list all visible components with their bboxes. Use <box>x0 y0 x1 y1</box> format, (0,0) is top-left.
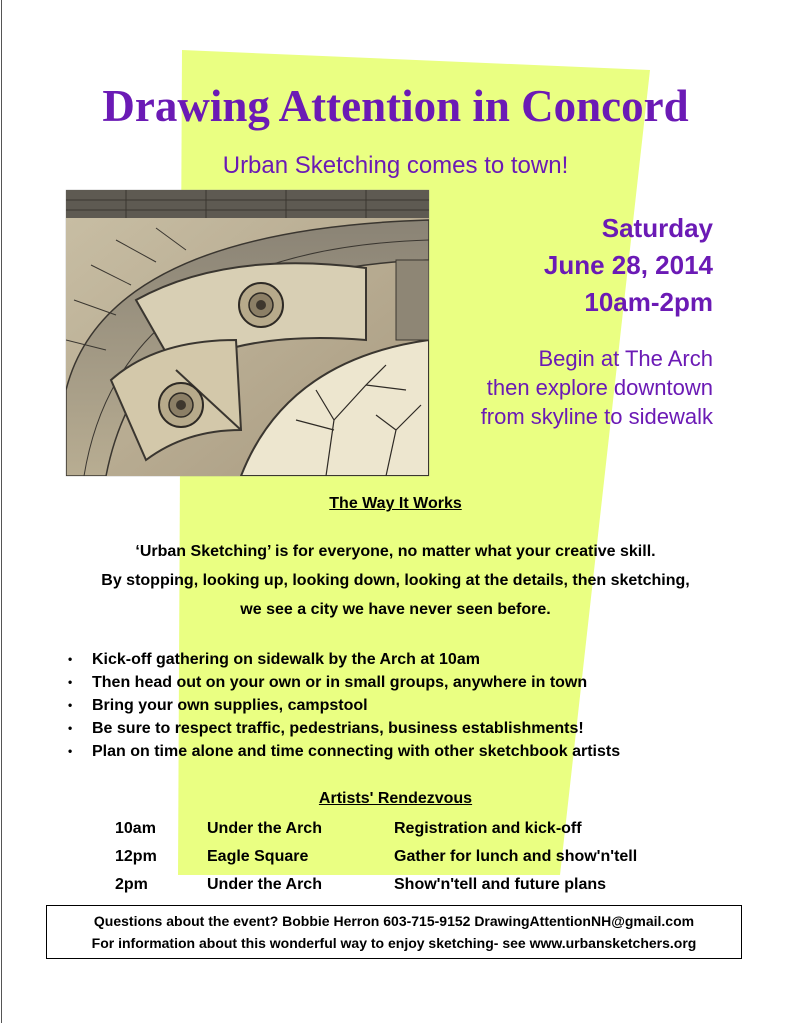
bullet-icon: • <box>68 721 73 735</box>
rosette-upper <box>239 283 283 327</box>
info-line: For information about this wonderful way to enjoy sketching- see www.urbansketchers.org <box>91 935 697 951</box>
intro-line: By stopping, looking up, looking down, looking at the details, then sketching, <box>101 572 690 589</box>
bullet-icon: • <box>68 698 73 712</box>
intro-line: ‘Urban Sketching’ is for everyone, no matter what your creative skill. <box>135 543 656 560</box>
contact-line: Questions about the event? Bobbie Herron 603-715-9152 DrawingAttentionNH@gmail.com <box>93 913 695 929</box>
schedule-time: 2pm <box>115 876 148 893</box>
intro-text <box>0 537 791 624</box>
rosette-lower <box>159 383 203 427</box>
arch-sketch-image <box>66 190 429 476</box>
schedule-time: 12pm <box>115 848 157 865</box>
event-date: June 28, 2014 <box>543 250 713 280</box>
rendezvous-schedule <box>115 815 637 899</box>
table-row <box>115 843 637 871</box>
event-date-block <box>544 210 713 321</box>
page-title: Drawing Attention in Concord <box>102 81 689 131</box>
rendezvous-heading: Artists' Rendezvous <box>318 790 473 807</box>
list-item: • Then head out on your own or in small groups, anywhere in town <box>68 671 620 694</box>
bullet-icon: • <box>68 744 73 758</box>
list-item: • Bring your own supplies, campstool <box>68 694 620 717</box>
list-item: • Be sure to respect traffic, pedestrians, business establishments! <box>68 717 620 740</box>
event-location-block <box>481 344 713 431</box>
event-time: 10am-2pm <box>584 287 713 317</box>
location-line-2: then explore downtown <box>486 375 713 400</box>
schedule-activity: Registration and kick-off <box>394 820 582 837</box>
list-item: • Kick-off gathering on sidewalk by the Arch at 10am <box>68 648 620 671</box>
schedule-place: Under the Arch <box>207 876 322 893</box>
how-it-works-heading: The Way It Works <box>329 495 462 512</box>
page-subtitle: Urban Sketching comes to town! <box>222 152 569 179</box>
schedule-activity: Show'n'tell and future plans <box>394 876 607 893</box>
schedule-activity: Gather for lunch and show'n'tell <box>394 848 638 865</box>
schedule-time: 10am <box>115 820 156 837</box>
schedule-place: Eagle Square <box>207 848 309 865</box>
bullet-icon: • <box>68 675 73 689</box>
table-row <box>115 871 637 899</box>
table-row <box>115 815 637 843</box>
contact-box <box>46 905 742 959</box>
location-line-3: from skyline to sidewalk <box>480 404 713 429</box>
intro-line: we see a city we have never seen before. <box>240 601 551 618</box>
bullet-icon: • <box>68 652 73 666</box>
list-item: • Plan on time alone and time connecting with other sketchbook artists <box>68 740 620 763</box>
location-line-1: Begin at The Arch <box>538 346 713 371</box>
schedule-place: Under the Arch <box>207 820 322 837</box>
instructions-list <box>68 648 620 763</box>
event-day: Saturday <box>601 213 713 243</box>
